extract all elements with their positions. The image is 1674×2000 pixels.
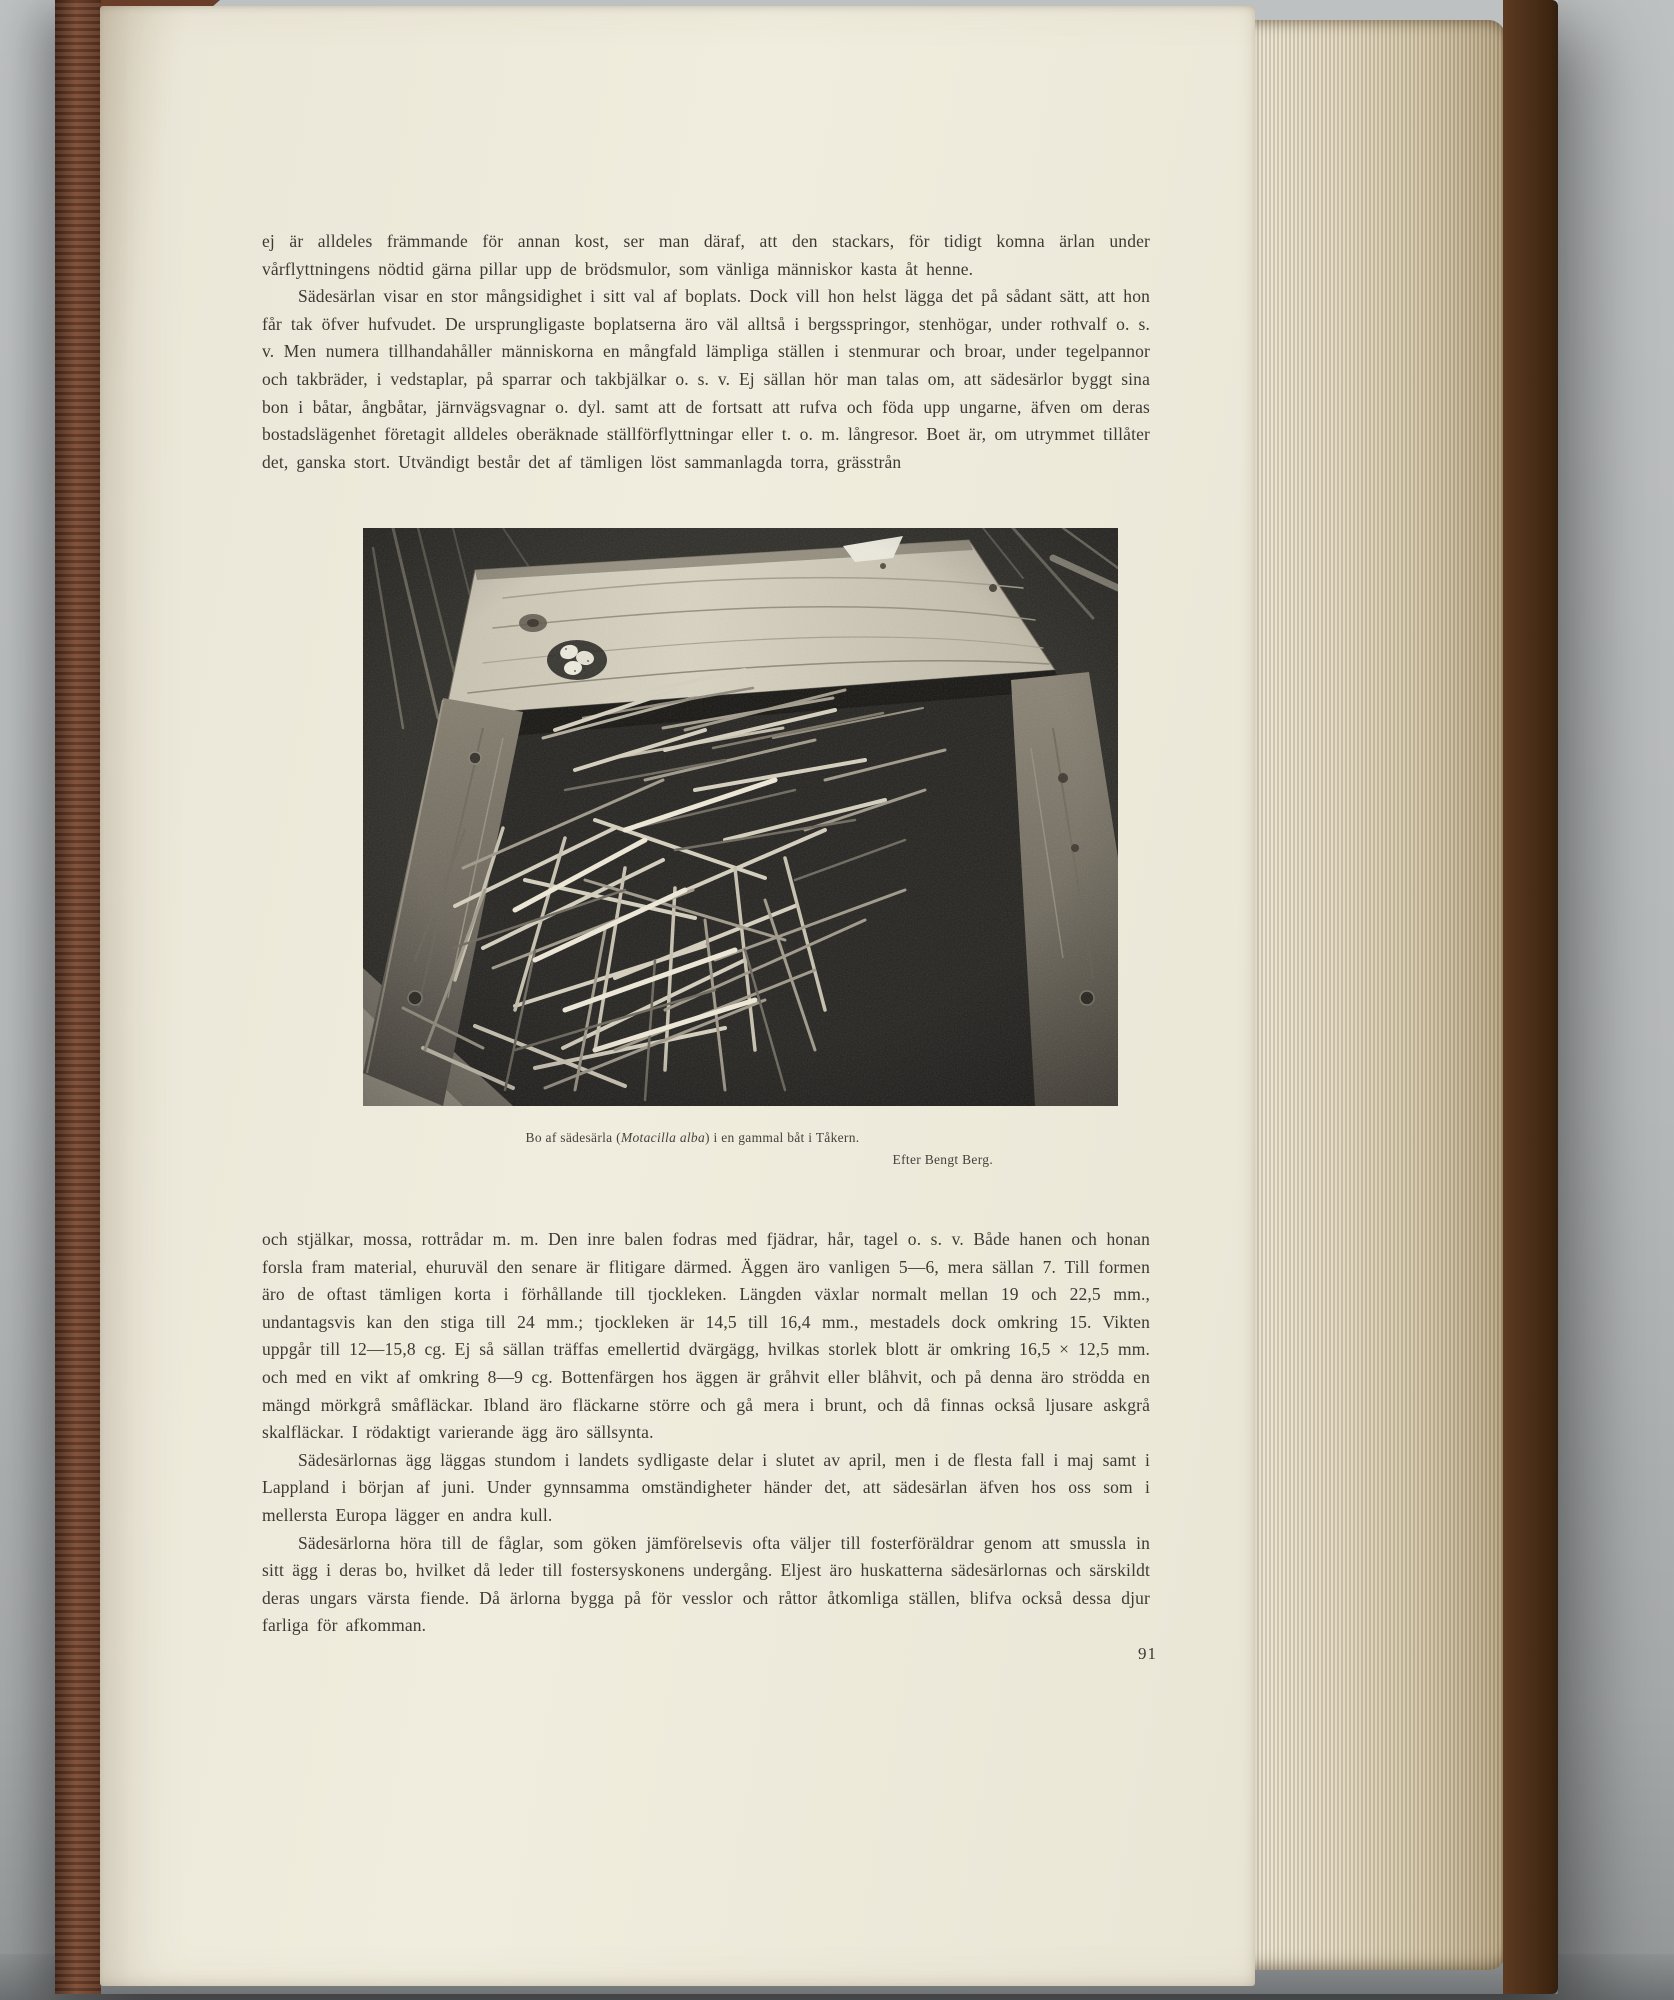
figure-caption [363,1130,1118,1168]
upper-text-block [262,228,1150,476]
body-paragraph-5: Sädesärlorna höra till de fåglar, som göken jämförelsevis ofta väljer till fosterföräldrar genom att smussla in sitt ägg i deras bo, hvilket då leder till fostersyskonens undergång. Eljest äro huskatterna sädesärlornas och särskildt deras ungars värsta fiende. Då ärlorna bygga på för vesslor och råttor åtkomliga ställen, blifva också dessa djur farliga för afkomman. [262,1532,1150,1636]
book-cover-edge [1503,0,1558,1994]
page-number: 91 [1138,1644,1157,1663]
lower-text-block [262,1226,1150,1640]
body-paragraph-1: ej är alldeles främmande för annan kost, ser man däraf, att den stackars, för tidigt komna ärlan under vårflyttningens nödtid gärna pillar upp de brödsmulor, som vänliga människor kasta åt henne. [262,231,1150,279]
nest-photo [363,528,1118,1106]
body-paragraph-4: Sädesärlornas ägg läggas stundom i landets sydligaste delar i slutet av april, men i de flesta fall i maj samt i Lappland i början af juni. Under gynnsamma omständigheter händer det, att sädesärlan äfven hos oss som i mellersta Europa lägger en andra kull. [262,1449,1150,1525]
open-book [55,0,1558,1994]
body-paragraph-2: Sädesärlan visar en stor mångsidighet i sitt val af boplats. Dock vill hon helst lägga det på sådant sätt, att hon får tak öfver hufvudet. De ursprungligaste boplatserna äro väl alltså i bergsspringor, stenhögar, under rothvalf o. s. v. Men numera tillhandahåller människorna en mångfald lämpliga ställen i stenmurar och broar, under tegelpannor och takbräder, i vedstaplar, på sparrar och takbjälkar o. s. v. Ej sällan hör man talas om, att sädesärlor byggt sina bon i båtar, ångbåtar, järnvägsvagnar o. dyl. samt att de fortsatt att rufva och föda upp ungarne, äfven om deras bostadslägenhet företagit alldeles oberäknade ställförflyttningar eller t. o. m. långresor. Boet är, om utrymmet tillåter det, ganska stort. Utvändigt består det af tämligen löst sammanlagda torra, grässtrån [262,286,1150,472]
body-paragraph-3: och stjälkar, mossa, rottrådar m. m. Den inre balen fodras med fjädrar, hår, tagel o. s. v. Både hanen och honan forsla fram material, ehuruväl den senare är flitigare därmed. Äggen äro vanligen 5—6, mera sällan 7. Till formen äro de oftast tämligen korta i förhållande till tjockleken. Längden växlar normalt mellan 19 och 22,5 mm., undantagsvis kan den stiga till 24 mm.; tjockleken är 14,5 till 16,4 mm., mestadels dock omkring 15. Vikten uppgår till 12—15,8 cg. Ej så sällan träffas emellertid dvärgägg, hvilkas storlek blott är omkring 16,5 × 12,5 mm. och med en vikt af omkring 8—9 cg. Bottenfärgen hos äggen är gråhvit eller blåhvit, och på denna äro strödda en mängd mörkgrå småfläckar. Ibland äro fläckarne större och gå mera i brunt, och då finnas också ljusare askgrå skalfläckar. I rödaktigt varierande ägg äro sällsynta. [262,1229,1150,1443]
photo-credit: Efter Bengt Berg. [892,1152,993,1167]
caption-text: Bo af sädesärla (Motacilla alba) i en gammal båt i Tåkern. [525,1130,860,1145]
book-page [100,6,1255,1986]
book-spine [55,0,101,1994]
nest-photograph-figure [363,528,1118,1168]
book-page-edges [1253,20,1505,1970]
